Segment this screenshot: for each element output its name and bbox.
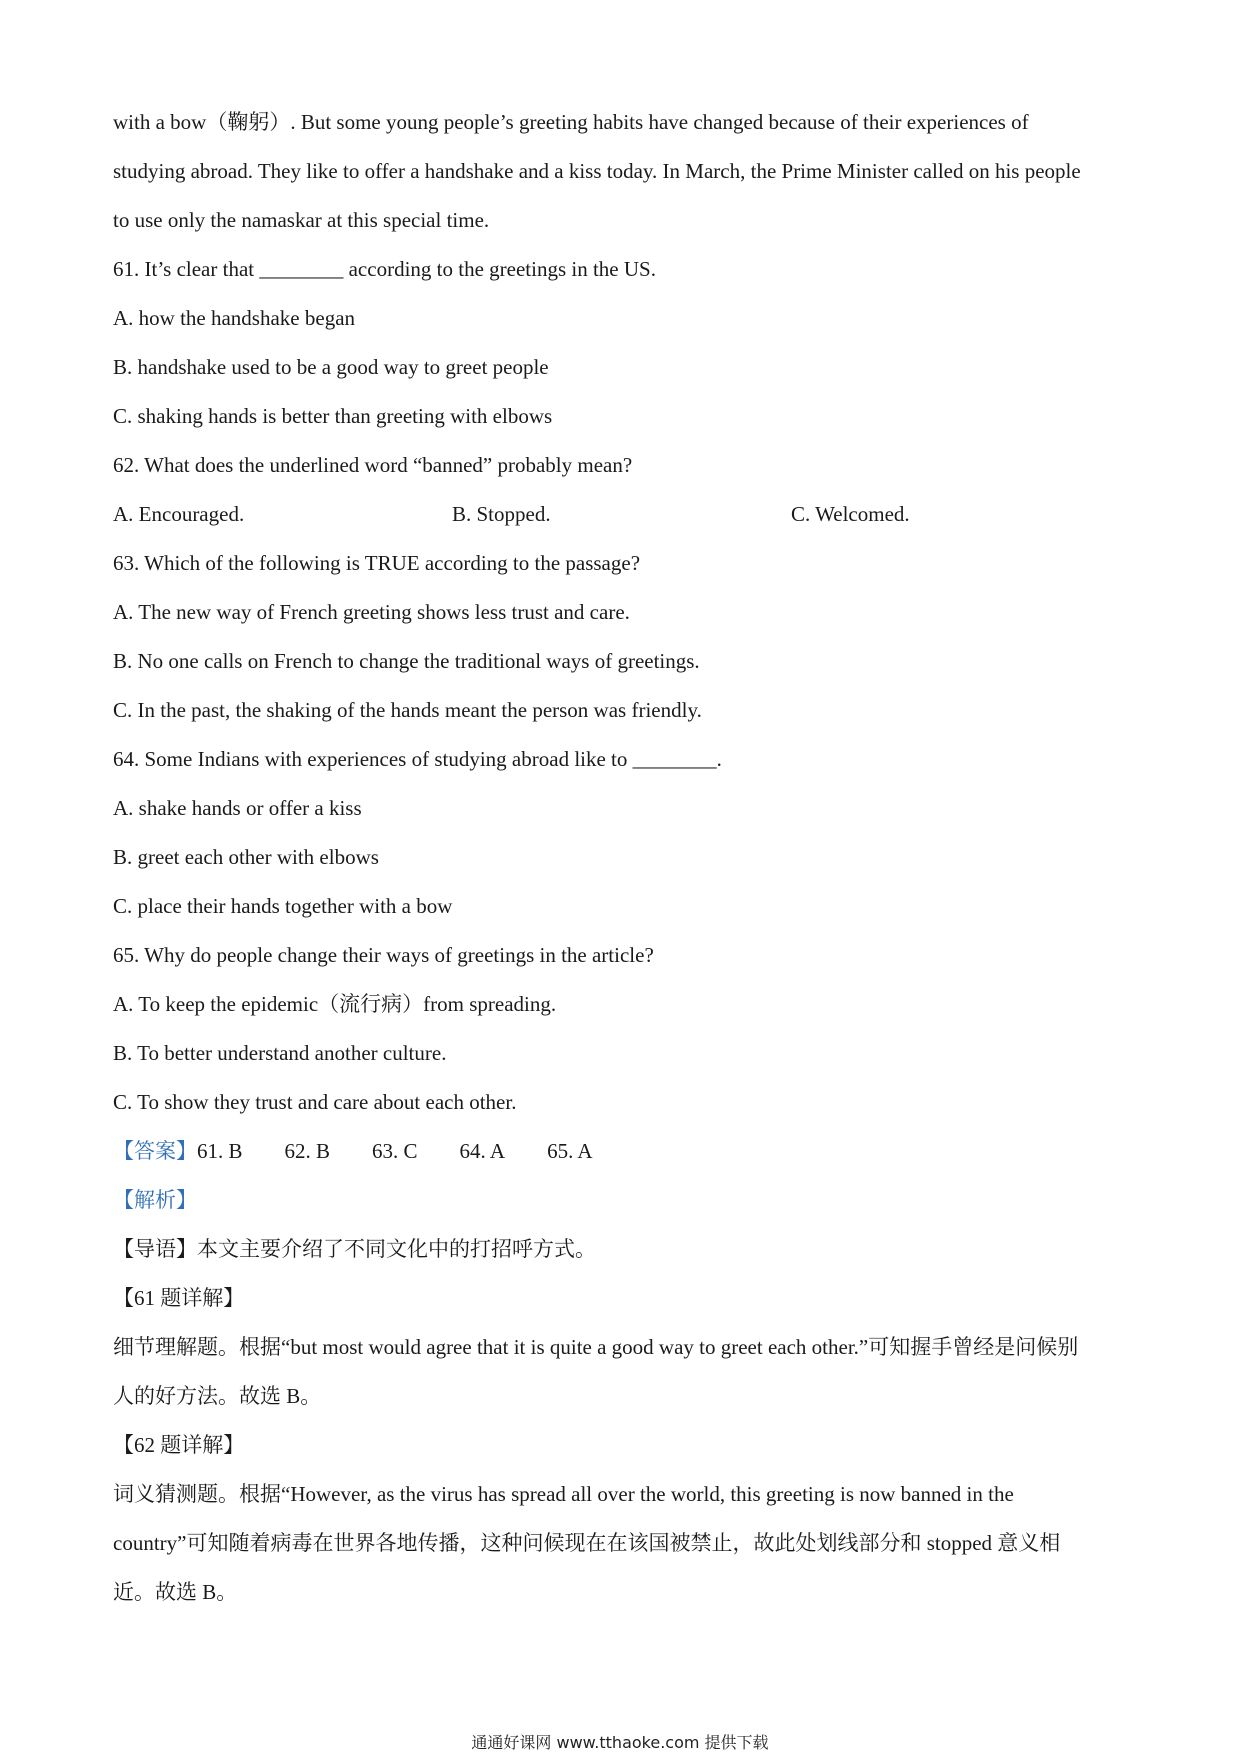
detail-61-heading: 【61 题详解】 — [113, 1286, 245, 1310]
answer-item: 62. B — [284, 1139, 331, 1163]
question-65-option-c: C. To show they trust and care about each other. — [113, 1090, 517, 1114]
question-61-option-a: A. how the handshake began — [113, 306, 356, 330]
intro-text: 【导语】本文主要介绍了不同文化中的打招呼方式。 — [113, 1237, 596, 1261]
question-65-option-b: B. To better understand another culture. — [113, 1041, 447, 1065]
question-61-stem: 61. It’s clear that ________ according to the greetings in the US. — [113, 257, 656, 281]
question-63-stem: 63. Which of the following is TRUE according to the passage? — [113, 551, 641, 575]
answer-item: 64. A — [459, 1139, 506, 1163]
passage-line: studying abroad. They like to offer a handshake and a kiss today. In March, the Prime Minister called on his people — [113, 159, 1081, 183]
question-62-options — [113, 490, 1133, 539]
passage-line: to use only the namaskar at this special time. — [113, 208, 490, 232]
question-61-option-b: B. handshake used to be a good way to greet people — [113, 355, 549, 379]
question-64-option-a: A. shake hands or offer a kiss — [113, 796, 362, 820]
question-65-stem: 65. Why do people change their ways of greetings in the article? — [113, 943, 654, 967]
detail-62-heading: 【62 题详解】 — [113, 1433, 245, 1457]
detail-62-line: 词义猜测题。根据“However, as the virus has spread all over the world, this greeting is now banned in the — [113, 1482, 1014, 1506]
question-62-stem: 62. What does the underlined word “banned” probably mean? — [113, 453, 633, 477]
question-65-option-a: A. To keep the epidemic（流行病）from spreading. — [113, 992, 557, 1016]
detail-62-line: country”可知随着病毒在世界各地传播，这种问候现在在该国被禁止，故此处划线部分和 stopped 意义相 — [113, 1531, 1061, 1555]
question-63-option-a: A. The new way of French greeting shows less trust and care. — [113, 600, 630, 624]
document-page — [113, 98, 1133, 1617]
passage-line: with a bow（鞠躬）. But some young people’s greeting habits have changed because of their experiences of — [113, 110, 1029, 134]
question-64-option-c: C. place their hands together with a bow — [113, 894, 453, 918]
question-62-option-c: C. Welcomed. — [791, 502, 910, 526]
analysis-label: 【解析】 — [113, 1188, 197, 1212]
question-62-option-a: A. Encouraged. — [113, 502, 245, 526]
question-63-option-b: B. No one calls on French to change the traditional ways of greetings. — [113, 649, 700, 673]
answer-label: 【答案】 — [113, 1139, 197, 1163]
detail-61-line: 人的好方法。故选 B。 — [113, 1384, 322, 1408]
answer-item: 61. B — [197, 1139, 243, 1163]
detail-62-line: 近。故选 B。 — [113, 1580, 238, 1604]
question-64-stem: 64. Some Indians with experiences of studying abroad like to ________. — [113, 747, 722, 771]
question-62-option-b: B. Stopped. — [452, 502, 551, 526]
question-63-option-c: C. In the past, the shaking of the hands meant the person was friendly. — [113, 698, 702, 722]
page-footer: 通通好课网 www.tthaoke.com 提供下载 — [471, 1733, 769, 1752]
answer-item: 63. C — [372, 1139, 418, 1163]
answer-key — [113, 1127, 1133, 1176]
answer-item: 65. A — [547, 1139, 593, 1163]
detail-61-line: 细节理解题。根据“but most would agree that it is quite a good way to greet each other.”可知握手曾经是问候别 — [113, 1335, 1079, 1359]
question-61-option-c: C. shaking hands is better than greeting with elbows — [113, 404, 553, 428]
question-64-option-b: B. greet each other with elbows — [113, 845, 379, 869]
